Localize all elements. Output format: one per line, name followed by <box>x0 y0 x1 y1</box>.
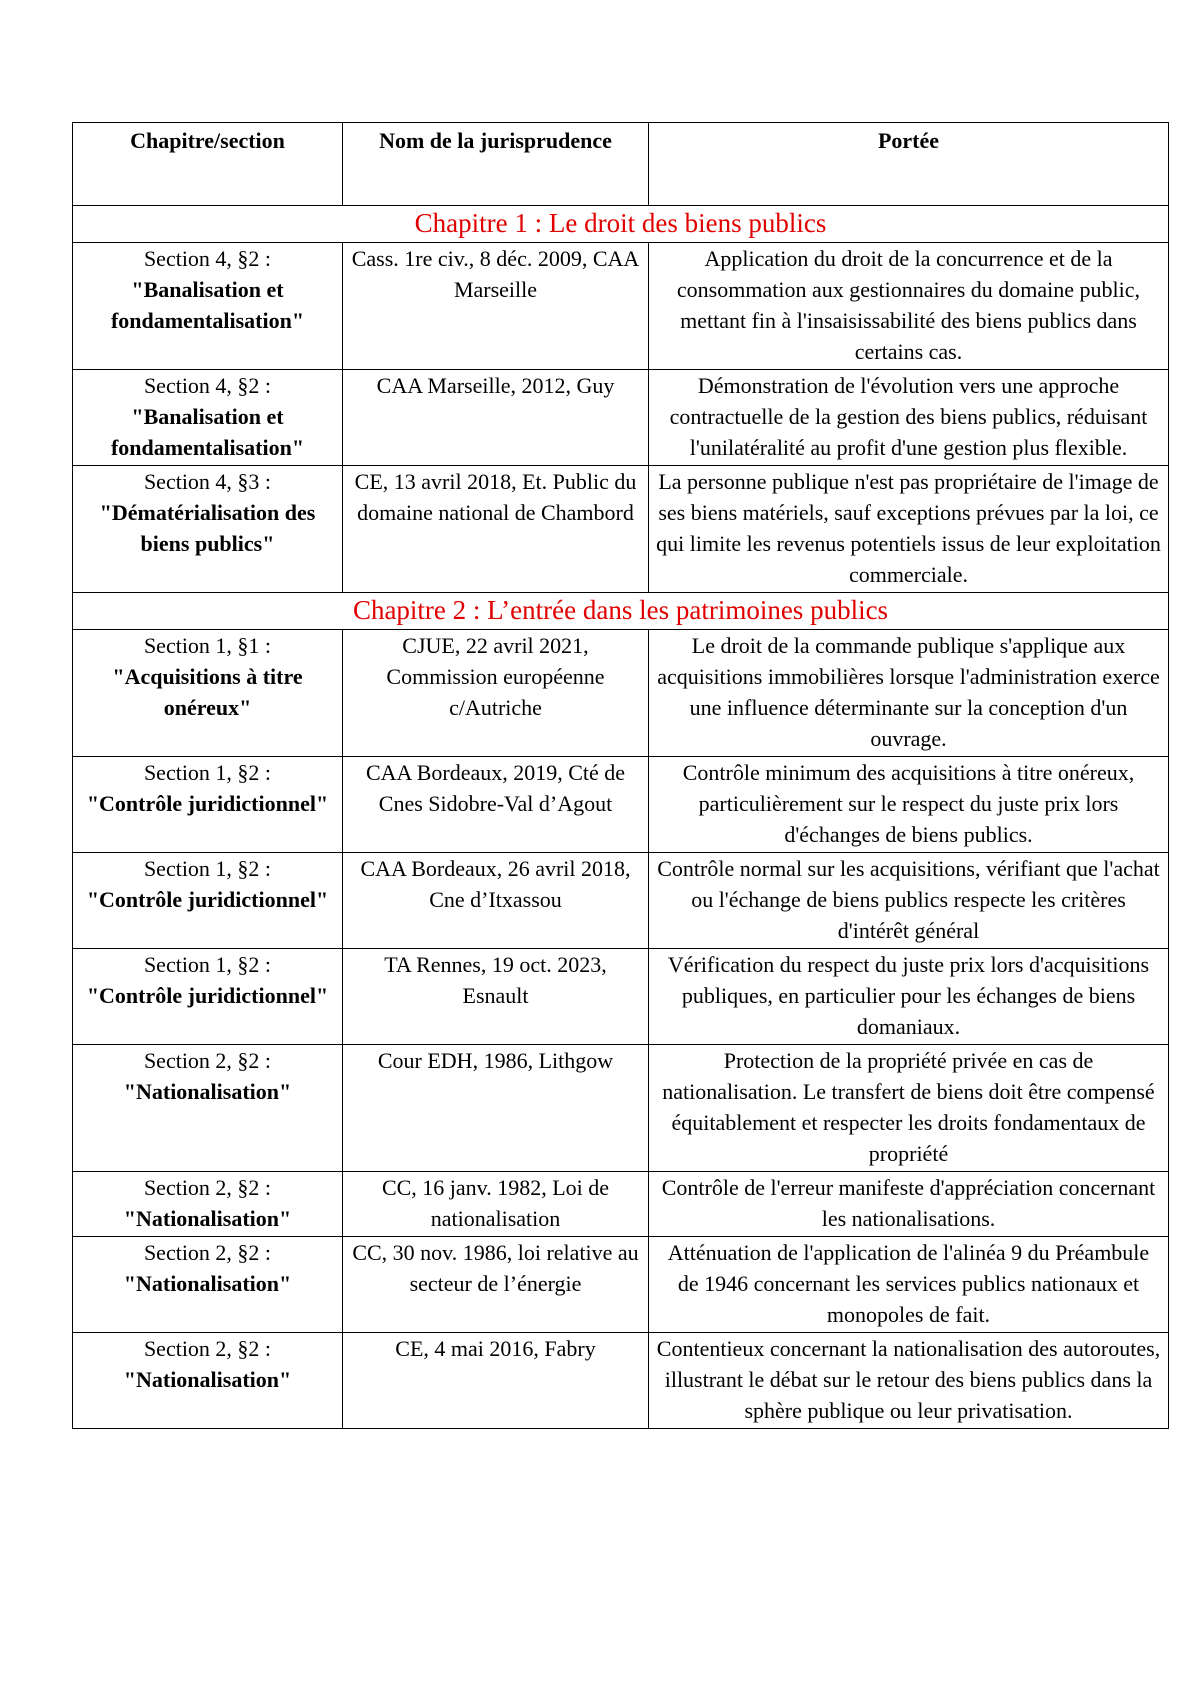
section-cell <box>73 1172 343 1237</box>
section-cell <box>73 757 343 853</box>
chapter-heading-row <box>73 206 1169 243</box>
section-number: Section 1, §2 : <box>143 856 272 881</box>
table-row <box>73 757 1169 853</box>
portee-cell: Contrôle normal sur les acquisitions, vérifiant que l'achat ou l'échange de biens publics respecte les critères d'intérêt général <box>649 853 1169 949</box>
section-cell <box>73 949 343 1045</box>
case-cell: CAA Bordeaux, 26 avril 2018, Cne d’Itxassou <box>343 853 649 949</box>
portee-cell: Contrôle de l'erreur manifeste d'appréciation concernant les nationalisations. <box>649 1172 1169 1237</box>
table-row <box>73 466 1169 593</box>
table-row <box>73 1045 1169 1172</box>
case-cell: CAA Bordeaux, 2019, Cté de Cnes Sidobre-Val d’Agout <box>343 757 649 853</box>
section-title: "Banalisation et fondamentalisation" <box>110 404 305 460</box>
chapter-heading: Chapitre 2 : L’entrée dans les patrimoines publics <box>73 593 1169 630</box>
section-title: "Contrôle juridictionnel" <box>86 983 329 1008</box>
portee-cell: Protection de la propriété privée en cas de nationalisation. Le transfert de biens doit être compensé équitablement et respecter les droits fondamentaux de propriété <box>649 1045 1169 1172</box>
section-cell <box>73 243 343 370</box>
document-page <box>72 122 1168 1429</box>
section-number: Section 1, §1 : <box>143 633 272 658</box>
header-portee: Portée <box>649 123 1169 206</box>
section-cell <box>73 370 343 466</box>
portee-cell: La personne publique n'est pas propriétaire de l'image de ses biens matériels, sauf exceptions prévues par la loi, ce qui limite les revenus potentiels issus de leur exploitation commerciale. <box>649 466 1169 593</box>
section-cell <box>73 1045 343 1172</box>
header-chapter-section: Chapitre/section <box>73 123 343 206</box>
portee-cell: Contentieux concernant la nationalisation des autoroutes, illustrant le débat sur le retour des biens publics dans la sphère publique ou leur privatisation. <box>649 1333 1169 1429</box>
header-row <box>73 123 1169 206</box>
section-number: Section 2, §2 : <box>143 1048 272 1073</box>
section-cell <box>73 1333 343 1429</box>
portee-cell: Application du droit de la concurrence et de la consommation aux gestionnaires du domaine public, mettant fin à l'insaisissabilité des biens publics dans certains cas. <box>649 243 1169 370</box>
section-number: Section 4, §2 : <box>143 373 272 398</box>
table-row <box>73 630 1169 757</box>
case-cell: CE, 13 avril 2018, Et. Public du domaine national de Chambord <box>343 466 649 593</box>
case-cell: Cass. 1re civ., 8 déc. 2009, CAA Marseille <box>343 243 649 370</box>
section-title: "Nationalisation" <box>123 1271 292 1296</box>
section-cell <box>73 466 343 593</box>
table-header <box>73 123 1169 206</box>
section-title: "Dématérialisation des biens publics" <box>99 500 316 556</box>
section-number: Section 2, §2 : <box>143 1336 272 1361</box>
table-row <box>73 243 1169 370</box>
portee-cell: Démonstration de l'évolution vers une approche contractuelle de la gestion des biens publics, réduisant l'unilatéralité au profit d'une gestion plus flexible. <box>649 370 1169 466</box>
portee-cell: Le droit de la commande publique s'applique aux acquisitions immobilières lorsque l'administration exerce une influence déterminante sur la conception d'un ouvrage. <box>649 630 1169 757</box>
section-number: Section 4, §2 : <box>143 246 272 271</box>
section-title: "Banalisation et fondamentalisation" <box>110 277 305 333</box>
section-cell <box>73 1237 343 1333</box>
case-cell: CJUE, 22 avril 2021, Commission européenne c/Autriche <box>343 630 649 757</box>
section-title: "Nationalisation" <box>123 1367 292 1392</box>
section-title: "Acquisitions à titre onéreux" <box>112 664 303 720</box>
section-number: Section 1, §2 : <box>143 952 272 977</box>
table-body <box>73 206 1169 1429</box>
section-cell <box>73 853 343 949</box>
section-number: Section 4, §3 : <box>143 469 272 494</box>
jurisprudence-table <box>72 122 1169 1429</box>
section-title: "Nationalisation" <box>123 1079 292 1104</box>
section-title: "Contrôle juridictionnel" <box>86 887 329 912</box>
table-row <box>73 1172 1169 1237</box>
section-number: Section 1, §2 : <box>143 760 272 785</box>
table-row <box>73 1237 1169 1333</box>
section-cell <box>73 630 343 757</box>
case-cell: CAA Marseille, 2012, Guy <box>343 370 649 466</box>
case-cell: CC, 16 janv. 1982, Loi de nationalisation <box>343 1172 649 1237</box>
table-row <box>73 949 1169 1045</box>
table-row <box>73 370 1169 466</box>
case-cell: TA Rennes, 19 oct. 2023, Esnault <box>343 949 649 1045</box>
table-row <box>73 853 1169 949</box>
case-cell: CC, 30 nov. 1986, loi relative au secteur de l’énergie <box>343 1237 649 1333</box>
section-title: "Contrôle juridictionnel" <box>86 791 329 816</box>
portee-cell: Atténuation de l'application de l'alinéa 9 du Préambule de 1946 concernant les services publics nationaux et monopoles de fait. <box>649 1237 1169 1333</box>
portee-cell: Contrôle minimum des acquisitions à titre onéreux, particulièrement sur le respect du juste prix lors d'échanges de biens publics. <box>649 757 1169 853</box>
section-number: Section 2, §2 : <box>143 1240 272 1265</box>
case-cell: CE, 4 mai 2016, Fabry <box>343 1333 649 1429</box>
section-title: "Nationalisation" <box>123 1206 292 1231</box>
chapter-heading: Chapitre 1 : Le droit des biens publics <box>73 206 1169 243</box>
case-cell: Cour EDH, 1986, Lithgow <box>343 1045 649 1172</box>
section-number: Section 2, §2 : <box>143 1175 272 1200</box>
chapter-heading-row <box>73 593 1169 630</box>
table-row <box>73 1333 1169 1429</box>
portee-cell: Vérification du respect du juste prix lors d'acquisitions publiques, en particulier pour les échanges de biens domaniaux. <box>649 949 1169 1045</box>
header-jurisprudence: Nom de la jurisprudence <box>343 123 649 206</box>
